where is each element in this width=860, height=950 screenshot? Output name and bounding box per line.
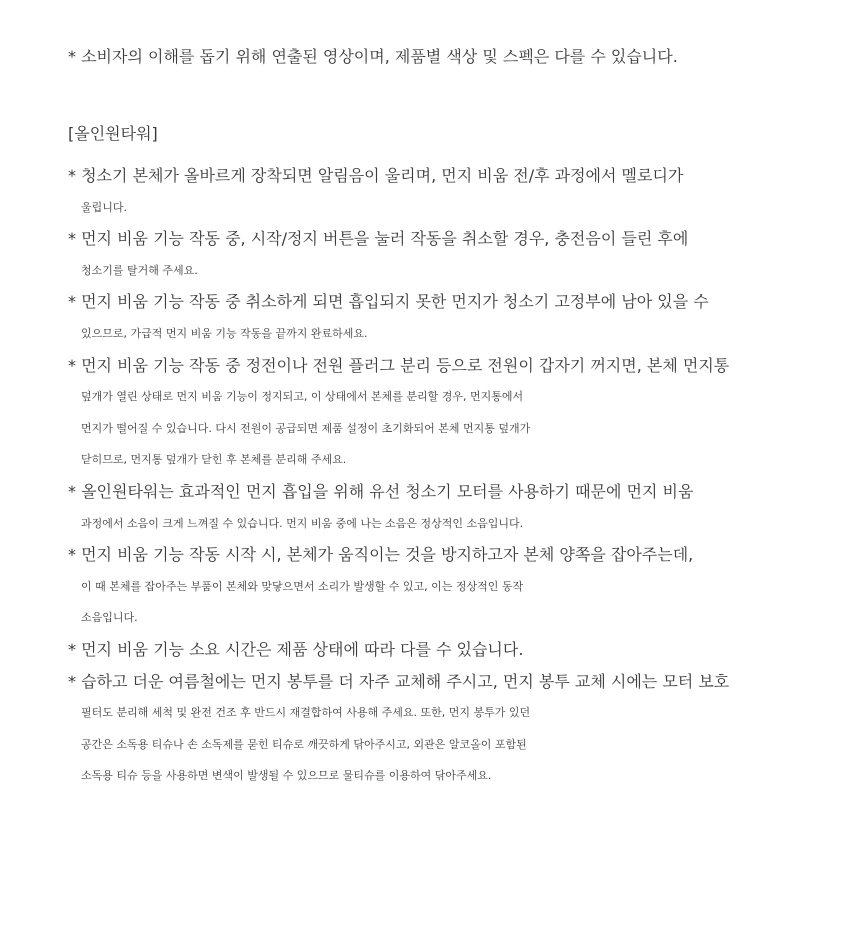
note-line: 이 때 본체를 잡아주는 부품이 본체와 맞닿으면서 소리가 발생할 수 있고, 이는 정상적인 동작 (81, 579, 524, 593)
note-line: * 먼지 비움 기능 소요 시간은 제품 상태에 따라 다를 수 있습니다. (68, 639, 524, 659)
note-line: 소독용 티슈 등을 사용하면 변색이 발생될 수 있으므로 물티슈를 이용하여 닦아주세요. (81, 769, 492, 783)
note-line: 있으므로, 가급적 먼지 비움 기능 작동을 끝까지 완료하세요. (81, 326, 368, 340)
note-line: 먼지가 떨어질 수 있습니다. 다시 전원이 공급되면 제품 설정이 초기화되어 본체 먼지통 덮개가 (81, 421, 531, 435)
note-line: 닫히므로, 먼지통 덮개가 닫힌 후 본체를 분리해 주세요. (81, 453, 347, 467)
note-item (68, 539, 853, 634)
disclaimer-note: * 소비자의 이해를 돕기 위해 연출된 영상이며, 제품별 색상 및 스펙은 다를 수 있습니다. (68, 47, 678, 66)
note-item (68, 666, 853, 792)
note-line: * 먼지 비움 기능 작동 시작 시, 본체가 움직이는 것을 방지하고자 본체 양쪽을 잡아주는데, (68, 545, 694, 565)
note-item (68, 160, 853, 223)
note-line: * 먼지 비움 기능 작동 중 취소하게 되면 흡입되지 못한 먼지가 청소기 고정부에 남아 있을 수 (68, 292, 709, 312)
note-item (68, 350, 853, 476)
section-title: [올인원타워] (68, 124, 158, 143)
note-line: 덮개가 열린 상태로 먼지 비움 기능이 정지되고, 이 상태에서 본체를 분리할 경우, 먼지통에서 (81, 390, 524, 404)
note-line: 소음입니다. (81, 611, 138, 625)
note-line: * 먼지 비움 기능 작동 중, 시작/정지 버튼을 눌러 작동을 취소할 경우, 충전음이 들린 후에 (68, 229, 689, 249)
note-line: * 습하고 더운 여름철에는 먼지 봉투를 더 자주 교체해 주시고, 먼지 봉투 교체 시에는 모터 보호 (68, 671, 730, 691)
note-line: 공간은 소독용 티슈나 손 소독제를 묻힌 티슈로 깨끗하게 닦아주시고, 외관은 알코올이 포함된 (81, 737, 527, 751)
note-line: * 올인원타워는 효과적인 먼지 흡입을 위해 유선 청소기 모터를 사용하기 때문에 먼지 비움 (68, 481, 694, 501)
note-item (68, 476, 853, 539)
notes-list (68, 160, 853, 792)
note-item (68, 286, 853, 349)
note-line: 필터도 분리해 세척 및 완전 건조 후 반드시 재결합하여 사용해 주세요. 또한, 먼지 봉투가 있던 (81, 706, 531, 720)
note-line: 울립니다. (81, 200, 128, 214)
note-line: * 청소기 본체가 올바르게 장착되면 알림음이 울리며, 먼지 비움 전/후 과정에서 멜로디가 (68, 166, 684, 185)
note-line: * 먼지 비움 기능 작동 중 정전이나 전원 플러그 분리 등으로 전원이 갑자기 꺼지면, 본체 먼지통 (68, 355, 730, 375)
note-line: 과정에서 소음이 크게 느껴질 수 있습니다. 먼지 비움 중에 나는 소음은 정상적인 소음입니다. (81, 516, 524, 530)
note-item (68, 223, 853, 286)
note-item (68, 634, 853, 666)
note-line: 청소기를 탈거해 주세요. (81, 263, 198, 277)
